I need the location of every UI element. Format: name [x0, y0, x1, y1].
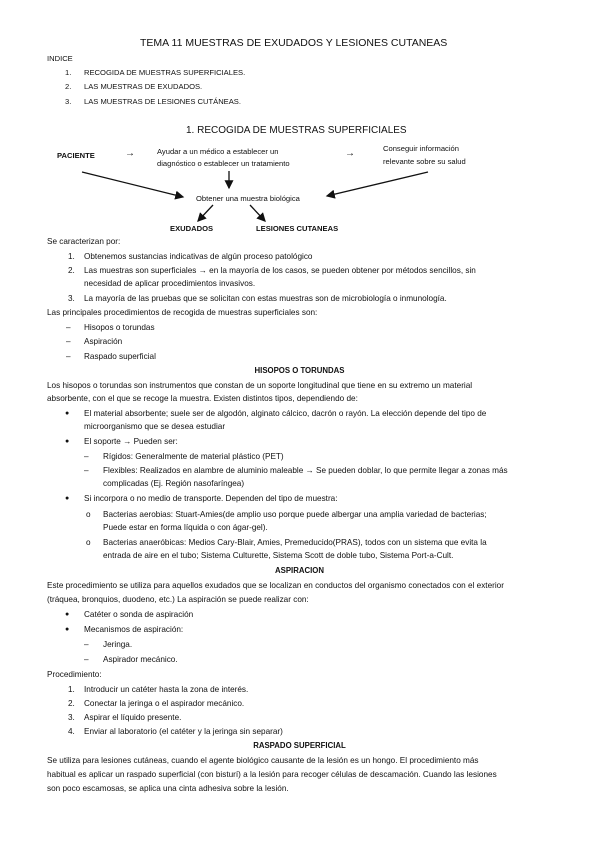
diagram-ayudar-2: diagnóstico o establecer un tratamiento: [157, 159, 290, 168]
caract-item-3: La mayoría de las pruebas que se solicitan con estas muestras son de microbiología o inmunología.: [84, 294, 447, 303]
hisopos-sub2-line2: complicadas (Ej. Región nasofaríngea): [103, 479, 245, 488]
index-num-2: 2.: [65, 82, 72, 91]
proc-item-2: Aspiración: [84, 337, 123, 346]
hisopos-b1-line2: microorganismo que se desea estudiar: [84, 422, 226, 431]
hisopos-sub1: Rígidos: Generalmente de material plástico (PET): [103, 452, 284, 461]
dash: –: [66, 352, 71, 361]
aerobias-line1: Bacterias aerobias: Stuart-Amies(de amplio uso porque puede albergar una amplia variedad de bacterias;: [103, 510, 487, 519]
hisopos-p1: Los hisopos o torundas son instrumentos que constan de un soporte longitudinal que tiene en su extremo un material: [47, 381, 473, 390]
raspado-heading: RASPADO SUPERFICIAL: [253, 741, 346, 750]
aerobias-line2: Puede estar en forma líquida o con ágar-gel).: [103, 523, 268, 532]
step-3: Aspirar el líquido presente.: [84, 713, 182, 722]
aspiracion-s2: Aspirador mecánico.: [103, 655, 178, 664]
dash: –: [84, 452, 89, 461]
index-item-3: LAS MUESTRAS DE LESIONES CUTÁNEAS.: [84, 97, 241, 106]
arrow-muestra-exudados: [198, 205, 213, 221]
caract-item-2-line2: necesidad de aplicar procedimientos invasivos.: [84, 279, 256, 288]
caract-num-3: 3.: [68, 294, 75, 303]
step-num-4: 4.: [68, 727, 75, 736]
aspiracion-b1: Catéter o sonda de aspiración: [84, 610, 194, 619]
hisopos-b2: El soporte → Pueden ser:: [84, 437, 178, 446]
diagram-conseguir-2: relevante sobre su salud: [383, 157, 466, 166]
bullet-icon: ●: [65, 626, 70, 633]
bullet-icon: ●: [65, 438, 70, 445]
hisopos-b1-line1: El material absorbente; suele ser de algodón, alginato cálcico, dacrón o rayón. La elección depende del tipo de: [84, 409, 487, 418]
proc-item-1: Hisopos o torundas: [84, 323, 155, 332]
principales-text: Las principales procedimientos de recogida de muestras superficiales son:: [47, 308, 318, 317]
dash: –: [84, 466, 89, 475]
bullet-icon: ●: [65, 410, 70, 417]
raspado-p3: son poco escamosas, se aplica una cinta adhesiva sobre la lesión.: [47, 784, 289, 793]
raspado-p2: habitual es aplicar un raspado superficial (con bisturí) a la lesión para recoger células de descamación. Cuando las lesiones: [47, 770, 497, 779]
circle-bullet-icon: o: [86, 538, 91, 547]
step-4: Enviar al laboratorio (el catéter y la jeringa sin separar): [84, 727, 283, 736]
hisopos-sub2-line1: Flexibles: Realizados en alambre de aluminio maleable → Se pueden doblar, lo que permite llegar a zonas más: [103, 466, 508, 475]
bullet-icon: ●: [65, 611, 70, 618]
diagram-lesiones: LESIONES CUTANEAS: [256, 224, 339, 233]
step-2: Conectar la jeringa o el aspirador mecánico.: [84, 699, 245, 708]
aspiracion-p1: Este procedimiento se utiliza para aquellos exudados que se localizan en conductos del organismo conectados con el exterior: [47, 581, 504, 590]
index-heading: INDICE: [47, 54, 73, 63]
aspiracion-s1: Jeringa.: [103, 640, 133, 649]
aspiracion-b2: Mecanismos de aspiración:: [84, 625, 184, 634]
section1-title: 1. RECOGIDA DE MUESTRAS SUPERFICIALES: [186, 125, 407, 136]
index-item-2: LAS MUESTRAS DE EXUDADOS.: [84, 82, 203, 91]
arrow-paciente-muestra: [82, 172, 183, 197]
caract-item-1: Obtenemos sustancias indicativas de algún proceso patológico: [84, 252, 313, 261]
aspiracion-heading: ASPIRACION: [275, 566, 324, 575]
diagram-conseguir-1: Conseguir información: [383, 144, 459, 153]
page-title: TEMA 11 MUESTRAS DE EXUDADOS Y LESIONES CUTANEAS: [140, 37, 448, 49]
index-item-1: RECOGIDA DE MUESTRAS SUPERFICIALES.: [84, 68, 246, 77]
step-num-2: 2.: [68, 699, 75, 708]
bullet-icon: ●: [65, 495, 70, 502]
diagram-exudados: EXUDADOS: [170, 224, 214, 233]
caract-intro: Se caracterizan por:: [47, 237, 121, 246]
right-arrow-icon: →: [345, 148, 355, 159]
caract-num-1: 1.: [68, 252, 75, 261]
dash: –: [84, 655, 89, 664]
dash: –: [66, 337, 71, 346]
dash: –: [66, 323, 71, 332]
step-1: Introducir un catéter hasta la zona de interés.: [84, 685, 249, 694]
proc-item-3: Raspado superficial: [84, 352, 156, 361]
diagram-obtener: Obtener una muestra biológica: [196, 194, 300, 203]
raspado-p1: Se utiliza para lesiones cutáneas, cuando el agente biológico causante de la lesión es un hongo. El procedimiento más: [47, 756, 479, 765]
index-num-1: 1.: [65, 68, 72, 77]
anaerobias-line1: Bacterias anaeróbicas: Medios Cary-Blair, Amies, Premeducido(PRAS), todos con un sistema que evita la: [103, 538, 487, 547]
arrow-muestra-lesiones: [250, 205, 265, 221]
diagram-ayudar-1: Ayudar a un médico a establecer un: [157, 147, 279, 156]
hisopos-p2: absorbente, con el que se recoge la muestra. Existen distintos tipos, dependiendo de:: [47, 394, 358, 403]
hisopos-b3: Si incorpora o no medio de transporte. Dependen del tipo de muestra:: [84, 494, 338, 503]
caract-num-2: 2.: [68, 266, 75, 275]
hisopos-heading: HISOPOS O TORUNDAS: [254, 366, 345, 375]
caract-item-2-line1: Las muestras son superficiales → en la mayoría de los casos, se pueden obtener por métodos sencillos, sin: [84, 266, 476, 275]
diagram-paciente: PACIENTE: [57, 151, 95, 160]
arrow-conseguir-muestra: [327, 172, 428, 196]
anaerobias-line2: entrada de aire en el tubo; Sistema Culturette, Sistema Scott de doble tubo, Sistema Port-a-Cult.: [103, 551, 454, 560]
index-num-3: 3.: [65, 97, 72, 106]
step-num-1: 1.: [68, 685, 75, 694]
procedimiento-label: Procedimiento:: [47, 670, 102, 679]
dash: –: [84, 640, 89, 649]
step-num-3: 3.: [68, 713, 75, 722]
aspiracion-p2: (tráquea, bronquios, duodeno, etc.) La aspiración se puede realizar con:: [47, 595, 309, 604]
right-arrow-icon: →: [125, 148, 135, 159]
circle-bullet-icon: o: [86, 510, 91, 519]
